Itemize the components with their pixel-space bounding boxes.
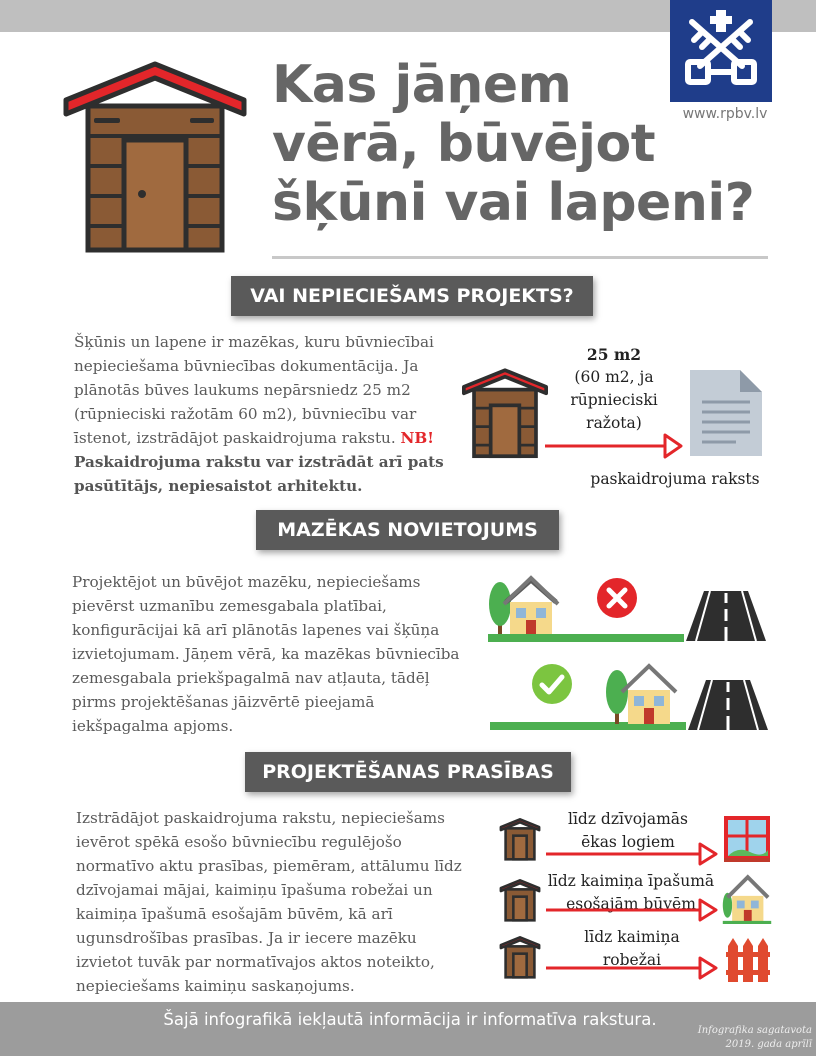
nb-label: NB! <box>400 429 434 447</box>
road-icon <box>688 680 768 730</box>
shed-icon <box>62 58 248 253</box>
arrow-icon <box>545 432 685 460</box>
error-cross-icon <box>597 578 637 618</box>
section-paragraph-requirements: Izstrādājot paskaidrojuma rakstu, nepieciešams ievērot spēkā esošo būvniecību regulējošo normatīvo aktu prasības, piemēram, attālumu līdz dzīvojamai mājai, kaimiņu īpašuma robežai un kaimiņa īpašumā esošajām būvēm, kā arī ugunsdrošības prasības. Ja ir iecere mazēku izvietot tuvāk par normatīvajos aktos noteikto, nepieciešams kaimiņu saskaņojums. <box>76 809 462 995</box>
title-divider <box>272 256 768 259</box>
section-heading-requirements: PROJEKTĒŠANAS PRASĪBAS <box>245 752 571 792</box>
footer-disclaimer: Šajā infografikā iekļautā informācija ir informatīva rakstura. <box>163 1010 657 1029</box>
document-label: paskaidrojuma raksts <box>590 470 760 488</box>
road-icon <box>686 591 766 641</box>
distance-label-windows: līdz dzīvojamās ēkas logiem <box>567 810 688 851</box>
nb-text: Paskaidrojuma rakstu var izstrādāt arī pats pasūtītājs, nepiesaistot arhitektu. <box>74 453 444 495</box>
title-line-1: Kas jāņem <box>272 55 572 115</box>
house-icon <box>722 874 772 924</box>
logo-url[interactable]: www.rpbv.lv <box>682 106 768 122</box>
shed-icon <box>500 817 540 861</box>
window-icon <box>724 816 770 862</box>
section-paragraph-placement: Projektējot un būvējot mazēku, nepieciešams pievērst uzmanību zemesgabala platībai, konfigurācijai kā arī plānotās lapenes vai šķūņa izvietojumam. Jāņem vērā, ka mazēkas būvniecība zemesgabala priekšpagalmā nav atļauta, tādēļ pirms projektēšanas jāizvērtē pieejamā iekšpagalma apjoms. <box>72 573 460 735</box>
distance-label-border: līdz kaimiņa robežai <box>584 928 680 969</box>
check-icon <box>532 664 572 704</box>
section-heading-placement: MAZĒKAS NOVIETOJUMS <box>256 510 559 550</box>
area-limit-label: 25 m2 <box>586 345 642 364</box>
footer-credit: Infografika sagatavota 2019. gada aprīlī <box>697 1025 812 1050</box>
lawn-strip <box>488 634 684 642</box>
house-icon <box>618 662 680 726</box>
section-paragraph-project: Šķūnis un lapene ir mazēkas, kuru būvniecībai nepieciešama būvniecības dokumentācija. Ja plānotās būves laukums nepārsniedz 25 m2 (rūpnieciski ražotām 60 m2), būvniecību var īstenot, izstrādājot paskaidrojuma rakstu. NB! Paskaidrojuma rakstu var izstrādāt arī pats pasūtītājs, nepiesaistot arhitektu. <box>74 333 444 495</box>
page-title <box>272 56 792 233</box>
arrow-icon <box>546 842 720 866</box>
shed-icon <box>500 935 540 979</box>
shed-icon <box>462 365 548 460</box>
section-heading-project: VAI NEPIECIEŠAMS PROJEKTS? <box>231 276 593 316</box>
arrow-icon <box>546 898 720 922</box>
house-icon <box>500 574 562 638</box>
shed-icon <box>500 878 540 922</box>
fence-icon <box>726 936 770 982</box>
distance-label-buildings: līdz kaimiņa īpašumā esošajām būvēm <box>547 872 715 913</box>
title-line-2: vērā, būvējot <box>272 114 656 174</box>
arrow-icon <box>546 956 720 980</box>
document-icon <box>686 366 766 460</box>
area-limit-note: (60 m2, ja rūpnieciski ražota) <box>570 368 658 432</box>
title-line-3: šķūni vai lapeni? <box>272 173 755 233</box>
